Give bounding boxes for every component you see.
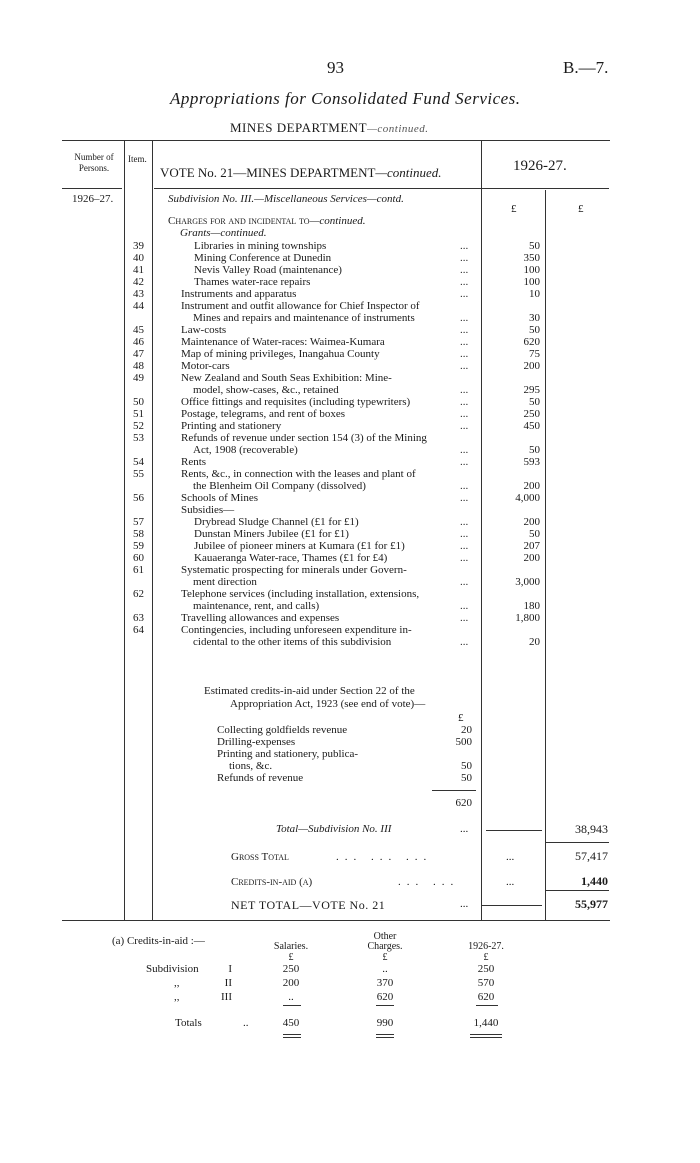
footnote-double-rule-other-1 [376, 1034, 394, 1035]
item-amount: 100 [523, 276, 540, 288]
item-row [0, 312, 700, 324]
item-description: Act, 1908 (recoverable) [193, 444, 298, 456]
item-row [0, 324, 700, 336]
footnote-double-rule-salaries-1 [283, 1034, 301, 1035]
credit-label: Drilling-expenses [217, 736, 296, 748]
item-row [0, 396, 700, 408]
net-total-amount: 55,977 [575, 897, 608, 911]
leader-dots: ... [460, 636, 469, 648]
leader-dots: ... [460, 456, 469, 468]
leader-dots: ... [460, 312, 469, 324]
vote-title-suffix: —continued. [375, 165, 442, 180]
net-total-dots: ... [460, 898, 469, 910]
item-row [0, 588, 700, 600]
credit-label: Printing and stationery, publica- [217, 748, 359, 760]
leader-dots: ... [460, 540, 469, 552]
leader-dots: ... [460, 516, 469, 528]
credits-pound-sign: £ [458, 712, 464, 724]
leader-dots: ... [460, 420, 469, 432]
footnote-label: (a) Credits-in-aid :— [112, 935, 205, 947]
rule-bottom [62, 920, 610, 921]
item-description: Telephone services (including installation, extensions, [181, 588, 420, 600]
leader-dots: ... [460, 348, 469, 360]
item-row [0, 252, 700, 264]
rule-header-bottom-2 [154, 188, 609, 189]
item-number: 57 [133, 516, 144, 528]
subdivision-total-dots: ... [460, 823, 469, 835]
item-description: Systematic prospecting for minerals under Govern- [181, 564, 407, 576]
grants-heading: Grants—continued. [180, 227, 267, 239]
leader-dots: ... [460, 444, 469, 456]
leader-dots: ... [460, 600, 469, 612]
page-title: Appropriations for Consolidated Fund Services. [170, 89, 521, 108]
item-description: Printing and stationery [181, 420, 282, 432]
gross-total-label: Gross Total [231, 851, 289, 863]
credits-intro-line2: Appropriation Act, 1923 (see end of vote)— [230, 698, 426, 710]
footnote-row-label: ,, [174, 991, 180, 1003]
item-number: 39 [133, 240, 144, 252]
item-description: Instrument and outfit allowance for Chief Inspector of [181, 300, 420, 312]
item-description: Refunds of revenue under section 154 (3) of the Mining [181, 432, 427, 444]
item-row [0, 612, 700, 624]
item-row [0, 348, 700, 360]
department-suffix: —continued. [367, 123, 429, 135]
item-number: 42 [133, 276, 144, 288]
item-number: 49 [133, 372, 144, 384]
pound-sign-col2: £ [578, 203, 584, 215]
item-row [0, 408, 700, 420]
item-amount: 30 [529, 312, 540, 324]
persons-year: 1926–27. [72, 193, 114, 205]
item-description: Instruments and apparatus [181, 288, 297, 300]
rule-top [62, 140, 610, 141]
item-description: Mines and repairs and maintenance of instruments [193, 312, 415, 324]
credits-in-aid-amount: 1,440 [581, 874, 608, 888]
leader-dots: ... [460, 384, 469, 396]
footnote-row-roman: III [221, 991, 232, 1003]
item-amount: 50 [529, 528, 540, 540]
credits-total: 620 [455, 797, 472, 809]
item-row [0, 360, 700, 372]
item-amount: 180 [523, 600, 540, 612]
item-number: 63 [133, 612, 144, 624]
footnote-total-year: 1,440 [473, 1017, 499, 1029]
item-amount: 350 [523, 252, 540, 264]
item-amount: 75 [529, 348, 540, 360]
net-total-rule [546, 890, 609, 891]
item-number: 55 [133, 468, 144, 480]
item-amount: 593 [523, 456, 540, 468]
department-heading [230, 120, 429, 136]
item-row [0, 480, 700, 492]
footnote-double-rule-year-2 [470, 1037, 502, 1038]
item-row [0, 372, 700, 384]
item-row [0, 276, 700, 288]
credit-label: tions, &c. [229, 760, 273, 772]
footnote-double-rule-salaries-2 [283, 1037, 301, 1038]
item-number: 54 [133, 456, 144, 468]
footnote-pound-salaries: £ [288, 952, 294, 963]
item-description: Kauaeranga Water-race, Thames (£1 for £4) [194, 552, 388, 564]
item-number: 59 [133, 540, 144, 552]
footnote-row-salaries: 250 [282, 963, 300, 975]
footnote-total-salaries: 450 [282, 1017, 300, 1029]
item-description: Contingencies, including unforeseen expenditure in- [181, 624, 412, 636]
item-row [0, 240, 700, 252]
item-description: Rents [181, 456, 207, 468]
footnote-rule-year [476, 1005, 498, 1006]
footnote-row-other: .. [382, 963, 388, 975]
credit-amount: 50 [461, 772, 472, 784]
item-description: Mining Conference at Dunedin [194, 252, 332, 264]
item-row [0, 636, 700, 648]
item-description: Office fittings and requisites (including typewriters) [181, 396, 411, 408]
item-amount: 100 [523, 264, 540, 276]
item-row [0, 540, 700, 552]
credits-total-rule [432, 790, 476, 791]
footnote-totals-label: Totals [175, 1017, 202, 1029]
item-number: 48 [133, 360, 144, 372]
item-description: maintenance, rent, and calls) [193, 600, 320, 612]
footnote-rule-salaries [283, 1005, 301, 1006]
item-row [0, 300, 700, 312]
footnote-totals-dots: .. [243, 1017, 249, 1029]
charges-suffix: —continued. [309, 215, 366, 227]
leader-dots: ... [460, 396, 469, 408]
item-row [0, 600, 700, 612]
item-description: Travelling allowances and expenses [181, 612, 340, 624]
footnote-row-other: 370 [376, 977, 394, 989]
credits-in-aid-dots-2: ... [506, 876, 515, 888]
item-number: 45 [133, 324, 144, 336]
item-description: Maintenance of Water-races: Waimea-Kumara [181, 336, 385, 348]
footnote-row-salaries: 200 [282, 977, 300, 989]
footnote-double-rule-year-1 [470, 1034, 502, 1035]
item-row [0, 504, 700, 516]
item-amount: 20 [529, 636, 540, 648]
item-description: New Zealand and South Seas Exhibition: Mine- [181, 372, 392, 384]
subtotal-rule-a [486, 830, 542, 831]
item-row [0, 384, 700, 396]
item-amount: 295 [523, 384, 540, 396]
item-number: 52 [133, 420, 144, 432]
leader-dots: ... [460, 576, 469, 588]
item-number: 53 [133, 432, 144, 444]
vote-title-text: VOTE No. 21—MINES DEPARTMENT [160, 165, 376, 180]
credit-label: Refunds of revenue [217, 772, 304, 784]
item-description: cidental to the other items of this subdivision [193, 636, 392, 648]
item-number: 64 [133, 624, 144, 636]
item-amount: 50 [529, 324, 540, 336]
item-amount: 450 [523, 420, 540, 432]
footnote-row-roman: I [228, 963, 232, 975]
footnote-double-rule-other-2 [376, 1037, 394, 1038]
item-description: model, show-cases, &c., retained [193, 384, 339, 396]
item-number: 41 [133, 264, 144, 276]
item-row [0, 432, 700, 444]
leader-dots: ... [460, 264, 469, 276]
subdivision-total-amount: 38,943 [575, 822, 608, 836]
item-amount: 10 [529, 288, 540, 300]
vote-title [160, 165, 442, 181]
item-number: 40 [133, 252, 144, 264]
item-amount: 250 [523, 408, 540, 420]
item-description: ment direction [193, 576, 257, 588]
footnote-pound-year: £ [483, 952, 489, 963]
leader-dots: ... [460, 528, 469, 540]
gross-total-dots: ... ... ... [336, 851, 433, 863]
item-number: 60 [133, 552, 144, 564]
pound-sign-col1: £ [511, 203, 517, 215]
item-row [0, 468, 700, 480]
item-row [0, 336, 700, 348]
credit-row [0, 772, 700, 785]
item-amount: 50 [529, 444, 540, 456]
item-amount: 200 [523, 552, 540, 564]
leader-dots: ... [460, 336, 469, 348]
leader-dots: ... [460, 612, 469, 624]
leader-dots: ... [460, 408, 469, 420]
page-number: 93 [327, 58, 344, 77]
item-description: Thames water-race repairs [194, 276, 311, 288]
item-row [0, 264, 700, 276]
charges-prefix: Charges for and incidental to [168, 215, 310, 227]
net-total-rule-mid [482, 905, 542, 906]
item-row [0, 564, 700, 576]
footnote-row-label: Subdivision [146, 963, 199, 975]
item-description: Schools of Mines [181, 492, 258, 504]
item-number: 62 [133, 588, 144, 600]
item-amount: 200 [523, 360, 540, 372]
document-reference: B.—7. [563, 58, 609, 77]
footnote-row-total: 620 [477, 991, 495, 1003]
item-description: Jubilee of pioneer miners at Kumara (£1 for £1) [194, 540, 405, 552]
department-name: MINES DEPARTMENT [230, 120, 368, 135]
leader-dots: ... [460, 252, 469, 264]
leader-dots: ... [460, 492, 469, 504]
gross-total-dots-2: ... [506, 851, 515, 863]
item-amount: 50 [529, 396, 540, 408]
gross-total-amount: 57,417 [575, 849, 608, 863]
item-description: Rents, &c., in connection with the leases and plant of [181, 468, 416, 480]
leader-dots: ... [460, 480, 469, 492]
item-row [0, 528, 700, 540]
item-amount: 620 [523, 336, 540, 348]
item-amount: 207 [523, 540, 540, 552]
subdivision-total-label: Total—Subdivision No. III [276, 823, 392, 835]
item-number: 50 [133, 396, 144, 408]
item-amount: 50 [529, 240, 540, 252]
item-number: 58 [133, 528, 144, 540]
net-total-label: NET TOTAL—VOTE No. 21 [231, 898, 386, 912]
footnote-row-total: 250 [477, 963, 495, 975]
item-description: Map of mining privileges, Inangahua County [181, 348, 380, 360]
footnote-row-label: ,, [174, 977, 180, 989]
credits-in-aid-label: Credits-in-aid (a) [231, 876, 313, 888]
item-description: Libraries in mining townships [194, 240, 327, 252]
footnote-pound-other: £ [382, 952, 388, 963]
year-heading: 1926-27. [513, 158, 567, 174]
item-row [0, 516, 700, 528]
footnote-row-other: 620 [376, 991, 394, 1003]
leader-dots: ... [460, 360, 469, 372]
footnote-row-salaries: .. [288, 991, 294, 1003]
leader-dots: ... [460, 324, 469, 336]
item-number: 56 [133, 492, 144, 504]
footnote-header-other: Other Charges. [367, 931, 403, 952]
item-row [0, 576, 700, 588]
leader-dots: ... [460, 552, 469, 564]
leader-dots: ... [460, 288, 469, 300]
footnote-header-year: 1926-27. [468, 941, 504, 952]
item-number: 61 [133, 564, 144, 576]
footnote-rule-other [376, 1005, 394, 1006]
credits-intro-line1: Estimated credits-in-aid under Section 22 of the [204, 685, 415, 697]
footnote-row-roman: II [224, 977, 232, 989]
item-number: 51 [133, 408, 144, 420]
item-row [0, 624, 700, 636]
item-row [0, 552, 700, 564]
item-number: 46 [133, 336, 144, 348]
rule-header-bottom [62, 188, 122, 189]
item-row [0, 420, 700, 432]
item-number: 47 [133, 348, 144, 360]
credit-amount: 20 [461, 724, 472, 736]
item-description: Dunstan Miners Jubilee (£1 for £1) [194, 528, 349, 540]
col-header-persons: Number of Persons. [74, 152, 114, 173]
credits-in-aid-dots: ... ... [398, 876, 460, 888]
item-description: the Blenheim Oil Company (dissolved) [193, 480, 366, 492]
charges-heading [168, 215, 365, 227]
item-amount: 200 [523, 516, 540, 528]
item-row [0, 492, 700, 504]
item-description: Drybread Sludge Channel (£1 for £1) [194, 516, 359, 528]
leader-dots: ... [460, 276, 469, 288]
item-row [0, 456, 700, 468]
subtotal-rule-b [546, 842, 609, 843]
credit-amount: 500 [455, 736, 472, 748]
item-description: Postage, telegrams, and rent of boxes [181, 408, 346, 420]
credit-amount: 50 [461, 760, 472, 772]
item-amount: 200 [523, 480, 540, 492]
credits-intro [204, 685, 425, 711]
item-row [0, 288, 700, 300]
footnote-row-total: 570 [477, 977, 495, 989]
item-amount: 3,000 [515, 576, 540, 588]
item-number: 44 [133, 300, 144, 312]
footnote-header-salaries: Salaries. [273, 941, 309, 952]
item-description: Motor-cars [181, 360, 230, 372]
footnote-total-other: 990 [376, 1017, 394, 1029]
credit-label: Collecting goldfields revenue [217, 724, 348, 736]
item-amount: 1,800 [515, 612, 540, 624]
col-header-item: Item. [128, 154, 147, 164]
item-amount: 4,000 [515, 492, 540, 504]
leader-dots: ... [460, 240, 469, 252]
item-description: Nevis Valley Road (maintenance) [194, 264, 342, 276]
item-description: Law-costs [181, 324, 227, 336]
subdivision-heading: Subdivision No. III.—Miscellaneous Services—contd. [168, 193, 404, 205]
item-description: Subsidies— [181, 504, 235, 516]
item-number: 43 [133, 288, 144, 300]
item-row [0, 444, 700, 456]
